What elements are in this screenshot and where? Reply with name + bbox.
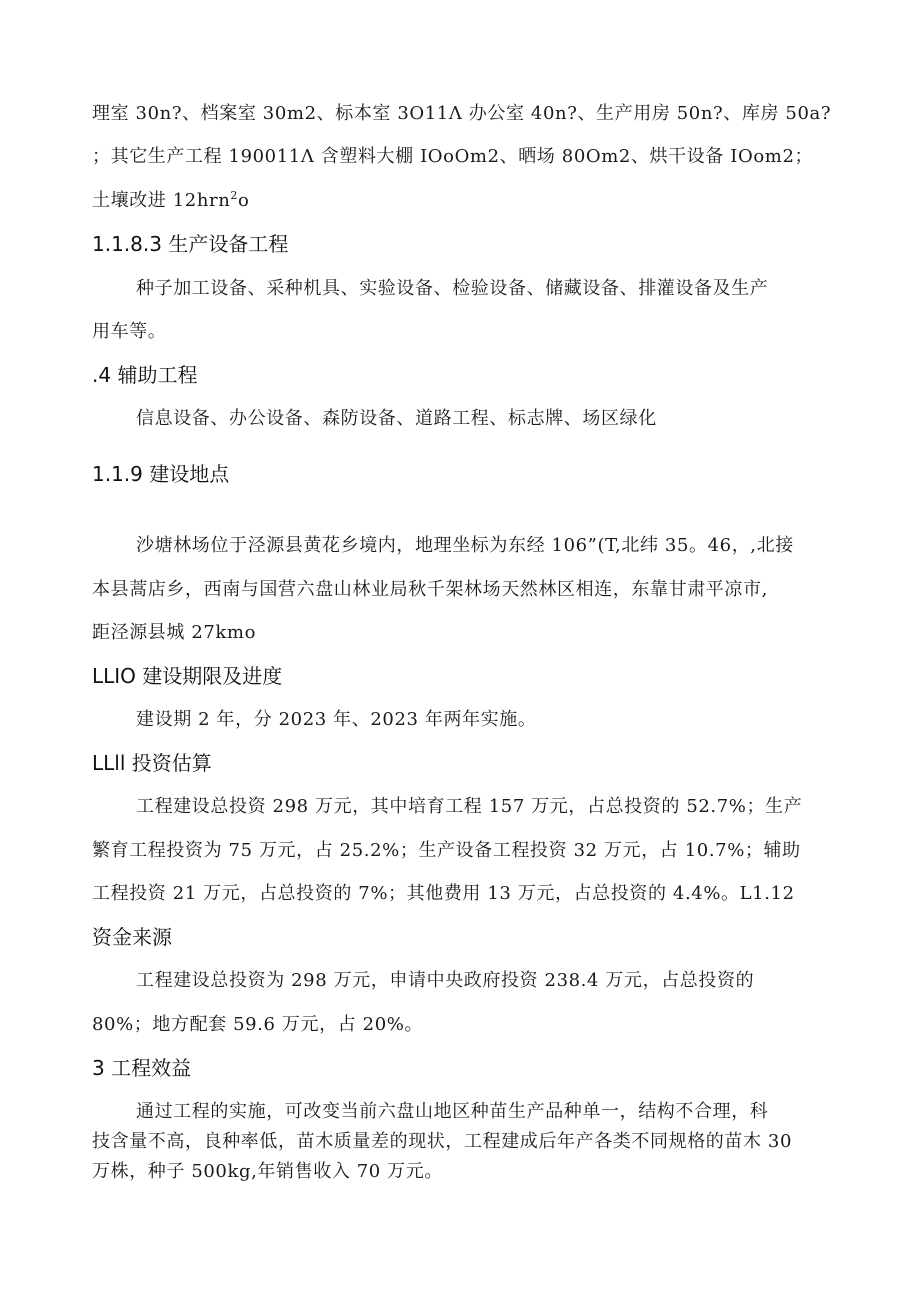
schedule-paragraph: 建设期 2 年，分 2023 年、2023 年两年实施。 bbox=[136, 709, 537, 730]
heading-construction-site: 1.1.9 建设地点 bbox=[92, 462, 230, 486]
rooms-line-3-superscript: 2 bbox=[230, 189, 239, 202]
investment-paragraph-line-2: 繁育工程投资为 75 万元，占 25.2%；生产设备工程投资 32 万元，占 10.7%；辅助 bbox=[92, 840, 801, 861]
heading-auxiliary-works: .4 辅助工程 bbox=[92, 363, 198, 387]
funding-paragraph-line-1: 工程建设总投资为 298 万元，申请中央政府投资 238.4 万元，占总投资的 bbox=[136, 970, 755, 991]
investment-paragraph-line-1: 工程建设总投资 298 万元，其中培育工程 157 万元，占总投资的 52.7%；生产 bbox=[136, 796, 803, 817]
benefit-paragraph-line-2: 技含量不高，良种率低，苗木质量差的现状，工程建成后年产各类不同规格的苗木 30 bbox=[92, 1131, 793, 1152]
heading-funding-source: 资金来源 bbox=[92, 925, 172, 949]
location-paragraph-line-3: 距泾源县城 27kmo bbox=[92, 622, 257, 643]
location-paragraph-line-1: 沙塘林场位于泾源县黄花乡境内，地理坐标为东经 106”(T,北纬 35。46，,北接 bbox=[136, 535, 794, 556]
rooms-paragraph-line-3 bbox=[92, 190, 249, 212]
rooms-line-3-text: 土壤改进 12hrn bbox=[92, 190, 231, 211]
rooms-paragraph-line-1: 理室 30n?、档案室 30m2、标本室 3O11Λ 办公室 40n?、生产用房 50n?、库房 50a? bbox=[92, 103, 832, 124]
heading-production-equipment: 1.1.8.3 生产设备工程 bbox=[92, 232, 289, 256]
heading-investment-estimate: LLll 投资估算 bbox=[92, 751, 212, 775]
heading-schedule: LLIO 建设期限及进度 bbox=[92, 664, 283, 688]
investment-paragraph-line-3: 工程投资 21 万元，占总投资的 7%；其他费用 13 万元，占总投资的 4.4%。L1.12 bbox=[92, 883, 795, 904]
heading-project-benefit: 3 工程效益 bbox=[92, 1056, 192, 1080]
location-paragraph-line-2: 本县蒿店乡，西南与国营六盘山林业局秋千架林场天然林区相连，东靠甘肃平凉市, bbox=[92, 579, 768, 600]
rooms-line-3-tail: o bbox=[238, 190, 250, 211]
auxiliary-paragraph: 信息设备、办公设备、森防设备、道路工程、标志牌、场区绿化 bbox=[136, 408, 657, 429]
equipment-paragraph-line-1: 种子加工设备、采种机具、实验设备、检验设备、储藏设备、排灌设备及生产 bbox=[136, 278, 769, 299]
benefit-paragraph-line-1: 通过工程的实施，可改变当前六盘山地区种苗生产品种单一，结构不合理，科 bbox=[136, 1101, 769, 1122]
funding-paragraph-line-2: 80%；地方配套 59.6 万元，占 20%。 bbox=[92, 1014, 424, 1035]
equipment-paragraph-line-2: 用车等。 bbox=[92, 321, 167, 342]
rooms-paragraph-line-2: ；其它生产工程 190011Λ 含塑料大棚 IOoOm2、晒场 80Om2、烘干设备 IOom2； bbox=[92, 146, 814, 167]
benefit-paragraph-line-3: 万株，种子 500kg,年销售收入 70 万元。 bbox=[92, 1161, 443, 1182]
